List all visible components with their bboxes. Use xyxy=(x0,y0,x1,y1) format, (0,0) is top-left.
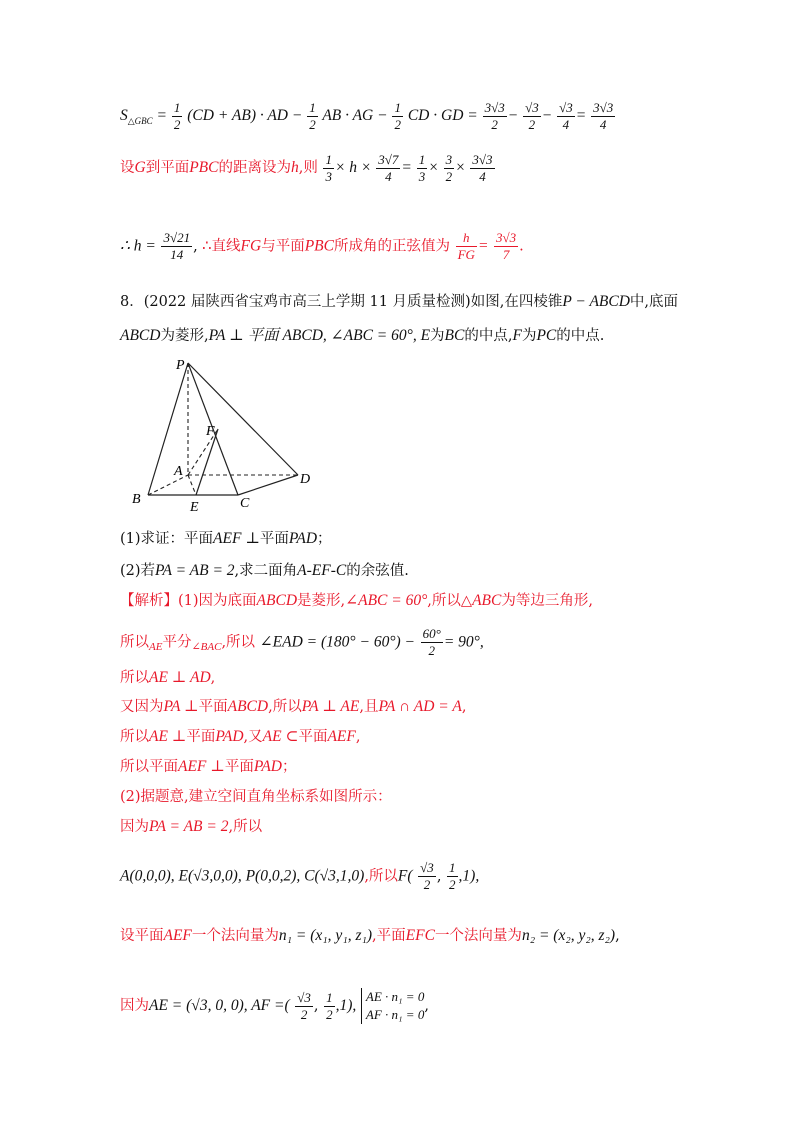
term2: AB · AG − xyxy=(322,107,388,125)
label-d: D xyxy=(300,472,311,487)
solution-line-6: 所以平面AEF ⊥平面PAD； xyxy=(120,758,297,775)
frac-half-3: $\frac{1}{2}$ xyxy=(394,100,401,132)
frac-af-x: $\frac{√3}{2}$ xyxy=(297,989,311,1022)
frac-1-3: $\frac{1}{3}$ xyxy=(418,152,426,184)
edge-ae xyxy=(188,475,196,495)
solution-line-7: (2)据题意,建立空间直角坐标系如图所示： xyxy=(120,789,392,805)
question-1: (1)求证：平面AEF ⊥平面PAD； xyxy=(120,530,332,547)
solution-line-4: 又因为PA ⊥平面ABCD,所以PA ⊥ AE,且PA ∩ AD = A, xyxy=(120,698,467,715)
solution-line-11: 因为AE = (√3, 0, 0), AF =( $\frac{√3}{2}$ , $\frac{1}{2}$ ,1), AE · n₁ = 0 AF · n₁ = 0 , xyxy=(120,989,429,1022)
conclusion-line: ∴ h = $\frac{3√21}{14}$ , ∴直线FG与平面PBC所成角的正弦值为 $\frac{h}{FG}$ = $\frac{3√3}{7}$ . xyxy=(120,230,524,262)
term3: CD · GD = xyxy=(407,107,478,125)
frac-answer: $\frac{3√3}{7}$ xyxy=(496,230,517,262)
problem-line-2: ABCD为菱形,PA ⊥ 平面 ABCD, ∠ABC = 60°, E为BC的中点,F为PC的中点. xyxy=(120,327,605,344)
frac-half: $\frac{1}{2}$ xyxy=(173,100,181,132)
frac-f-y: $\frac{1}{2}$ xyxy=(449,860,456,892)
label-e: E xyxy=(190,500,199,515)
label-c: C xyxy=(240,496,250,511)
frac-third: $\frac{1}{3}$ xyxy=(325,152,332,184)
frac-af-y: $\frac{1}{2}$ xyxy=(326,989,333,1022)
solution-line-10: 设平面AEF一个法向量为n₁ = (x₁, y₁, z₁),平面EFC一个法向量为n₂ = (x₂, y₂, z₂), xyxy=(120,927,620,944)
solution-line-9: A(0,0,0), E(√3,0,0), P(0,0,2), C(√3,1,0),所以F( $\frac{√3}{2}$ , $\frac{1}{2}$ ,1), xyxy=(120,860,480,892)
label-p: P xyxy=(176,358,185,373)
edge-pd xyxy=(188,363,298,475)
frac-3r3-4: $\frac{3√3}{4}$ xyxy=(472,152,493,184)
label-a: A xyxy=(174,464,183,479)
frac-f-x: $\frac{√3}{2}$ xyxy=(420,860,434,892)
label-f: F xyxy=(206,424,215,439)
solution-line-8: 因为PA = AB = 2,所以 xyxy=(120,818,263,835)
frac-3-2: $\frac{3}{2}$ xyxy=(445,152,453,184)
s-symbol: S xyxy=(120,107,128,125)
frac-h-value: $\frac{3√21}{14}$ xyxy=(163,230,191,262)
label-b: B xyxy=(132,492,141,507)
frac-r3: $\frac{√3}{4}$ xyxy=(559,100,573,132)
question-2: (2)若PA = AB = 2,求二面角A-EF-C的余弦值. xyxy=(120,562,409,579)
solution-line-2: 所以$_{AE}$平分$_{\angle BAC}$,所以 ∠EAD = (180° − 60°) − $\frac{60^\circ}{2}$ = 90°, xyxy=(120,626,484,658)
solution-line-5: 所以AE ⊥平面PAD,又AE ⊂平面AEF, xyxy=(120,728,361,745)
distance-line: 设G到平面PBC的距离设为h,则 $\frac{1}{3}$ × h × $\frac{3√7}{4}$ = $\frac{1}{3}$ × $\frac{3}{2}$ × $\frac{3√3}{4}$ xyxy=(120,152,493,184)
problem-line-1: 8．(2022 届陕西省宝鸡市高三上学期 11 月质量检测)如图,在四棱锥P − ABCD中,底面 xyxy=(120,293,679,310)
area-formula: $S_{\triangle GBC}$ = $\frac{1}{2}$ (CD + AB) · AD − $\frac{1}{2}$ AB · AG − $\frac{1}{2}$ CD · GD = $\frac{3√3}{2}$ − $\frac{√3}{2}$ − $\frac{√3}{4}$ = $\frac{3√3}{4}$ xyxy=(120,100,614,132)
s-subscript: △GBC xyxy=(127,116,153,127)
pyramid-figure xyxy=(120,355,320,520)
frac-3r7: $\frac{3√7}{4}$ xyxy=(378,152,399,184)
frac-60-2: $\frac{60^\circ}{2}$ xyxy=(422,626,441,658)
frac-h-fg: $\frac{h}{FG}$ xyxy=(457,230,475,262)
solution-line-1: 【解析】(1)因为底面ABCD是菱形,∠ABC = 60°,所以△ABC为等边三角形, xyxy=(120,592,593,609)
frac-r1: $\frac{3√3}{2}$ xyxy=(484,100,505,132)
frac-r4: $\frac{3√3}{4}$ xyxy=(593,100,614,132)
edge-cd xyxy=(238,475,298,495)
equation-system: AE · n₁ = 0 AF · n₁ = 0 xyxy=(361,988,424,1024)
frac-half-2: $\frac{1}{2}$ xyxy=(309,100,316,132)
frac-r2: $\frac{√3}{2}$ xyxy=(525,100,539,132)
equals: = xyxy=(156,107,168,125)
solution-line-3: 所以AE ⊥ AD, xyxy=(120,669,216,686)
term1: (CD + AB) · AD − xyxy=(187,107,303,125)
